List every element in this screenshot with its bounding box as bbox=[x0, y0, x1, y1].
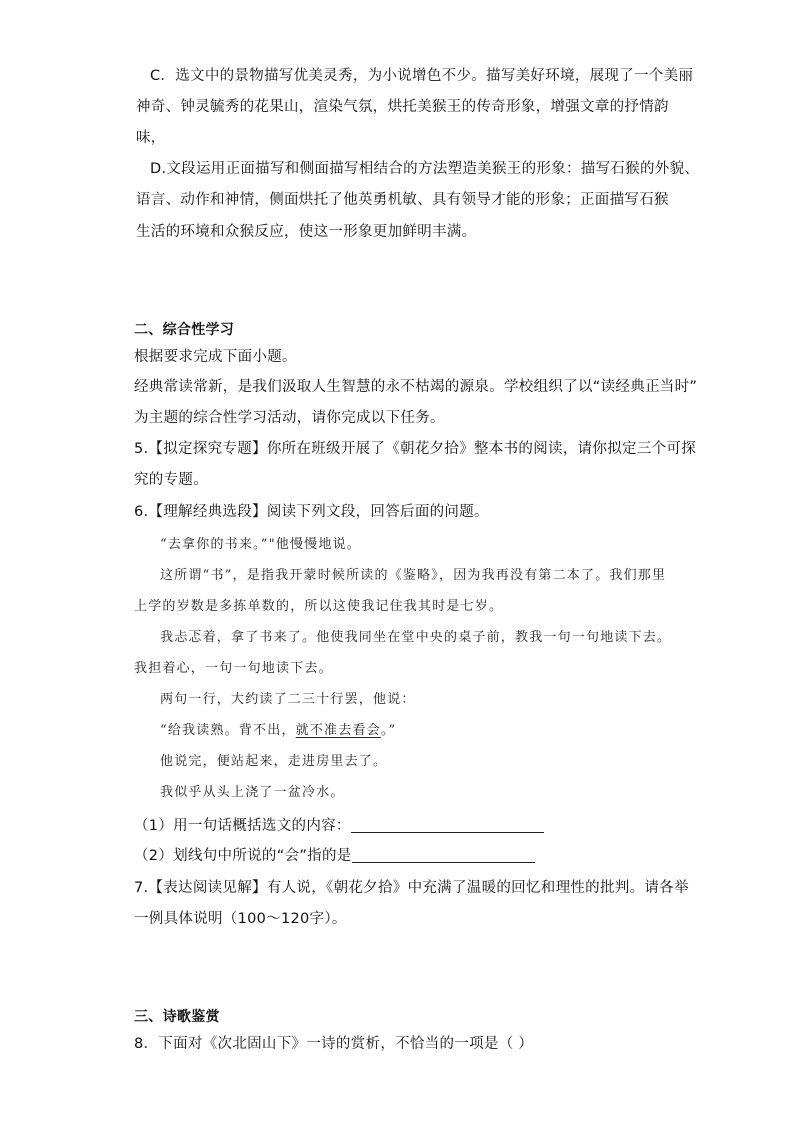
passage-quote-start: “给我读熟。背不出， bbox=[160, 723, 296, 738]
passage-quote-end: 。” bbox=[380, 723, 397, 738]
question-5-line-2: 究的专题。 bbox=[134, 472, 208, 488]
question-5-line-1: 5.【拟定探究专题】你所在班级开展了《朝花夕拾》整本书的阅读，请你拟定三个可探 bbox=[134, 441, 697, 457]
passage-paragraph-1: “去拿你的书来。”"他慢慢地说。 bbox=[160, 537, 361, 552]
option-c-line-1: C．选文中的景物描写优美灵秀，为小说增色不少。描写美好环境，展现了一个美丽 bbox=[150, 68, 694, 84]
option-d-line-1: D.文段运用正面描写和侧面描写相结合的方法塑造美猴王的形象：描写石猴的外貌、 bbox=[150, 161, 700, 177]
underlined-sentence: 就不准去看会 bbox=[295, 723, 381, 738]
passage-paragraph-4: 两句一行，大约读了二三十行罢，他说： bbox=[160, 692, 416, 707]
section-heading-poetry: 三、诗歌鉴赏 bbox=[134, 1009, 220, 1025]
sub-question-2 bbox=[134, 846, 535, 866]
passage-paragraph-6: 他说完，便站起来，走进房里去了。 bbox=[160, 754, 388, 769]
option-d-line-2: 语言、动作和神情，侧面烘托了他英勇机敏、具有领导才能的形象；正面描写石猴 bbox=[136, 192, 669, 208]
passage-paragraph-2-line-1: 这所谓“书”，是指我开蒙时候所读的《鉴略》，因为我再没有第二本了。我们那里 bbox=[160, 568, 667, 583]
question-8: 8．下面对《次北固山下》一诗的赏析，不恰当的一项是（ ） bbox=[134, 1036, 534, 1052]
passage-paragraph-5 bbox=[160, 721, 396, 741]
section-heading-comprehensive-study: 二、综合性学习 bbox=[134, 322, 235, 338]
sub-question-1 bbox=[134, 816, 544, 836]
passage-paragraph-2-line-2: 上学的岁数是多拣单数的，所以这使我记住我其时是七岁。 bbox=[134, 599, 504, 614]
question-6: 6.【理解经典选段】阅读下列文段，回答后面的问题。 bbox=[134, 504, 489, 520]
question-7-line-2: 一例具体说明（100～120字）。 bbox=[134, 911, 347, 927]
passage-paragraph-7: 我似乎从头上浇了一盆冷水。 bbox=[160, 785, 345, 800]
section-instruction: 根据要求完成下面小题。 bbox=[134, 349, 297, 365]
sub-question-2-label: （2）划线句中所说的“会”指的是 bbox=[134, 848, 352, 864]
intro-line-1: 经典常读常新，是我们汲取人生智慧的永不枯竭的源泉。学校组织了以“读经典正当时” bbox=[134, 379, 698, 395]
option-c-line-2: 神奇、钟灵毓秀的花果山，渲染气氛，烘托美猴王的传奇形象，增强文章的抒情韵 bbox=[136, 99, 669, 115]
passage-paragraph-3-line-2: 我担着心，一句一句地读下去。 bbox=[134, 661, 333, 676]
option-c-line-3: 味， bbox=[136, 130, 166, 146]
answer-blank-1[interactable] bbox=[351, 818, 544, 833]
passage-paragraph-3-line-1: 我忐忑着，拿了书来了。他使我同坐在堂中央的桌子前，教我一句一句地读下去。 bbox=[160, 630, 672, 645]
answer-blank-2[interactable] bbox=[352, 848, 535, 863]
sub-question-1-label: （1）用一句话概括选文的内容： bbox=[134, 818, 351, 834]
intro-line-2: 为主题的综合性学习活动，请你完成以下任务。 bbox=[134, 410, 445, 426]
question-7-line-1: 7.【表达阅读见解】有人说，《朝花夕拾》中充满了温暖的回忆和理性的批判。请各举 bbox=[134, 880, 689, 896]
option-d-line-3: 生活的环境和众猴反应，使这一形象更加鲜明丰满。 bbox=[136, 224, 477, 240]
